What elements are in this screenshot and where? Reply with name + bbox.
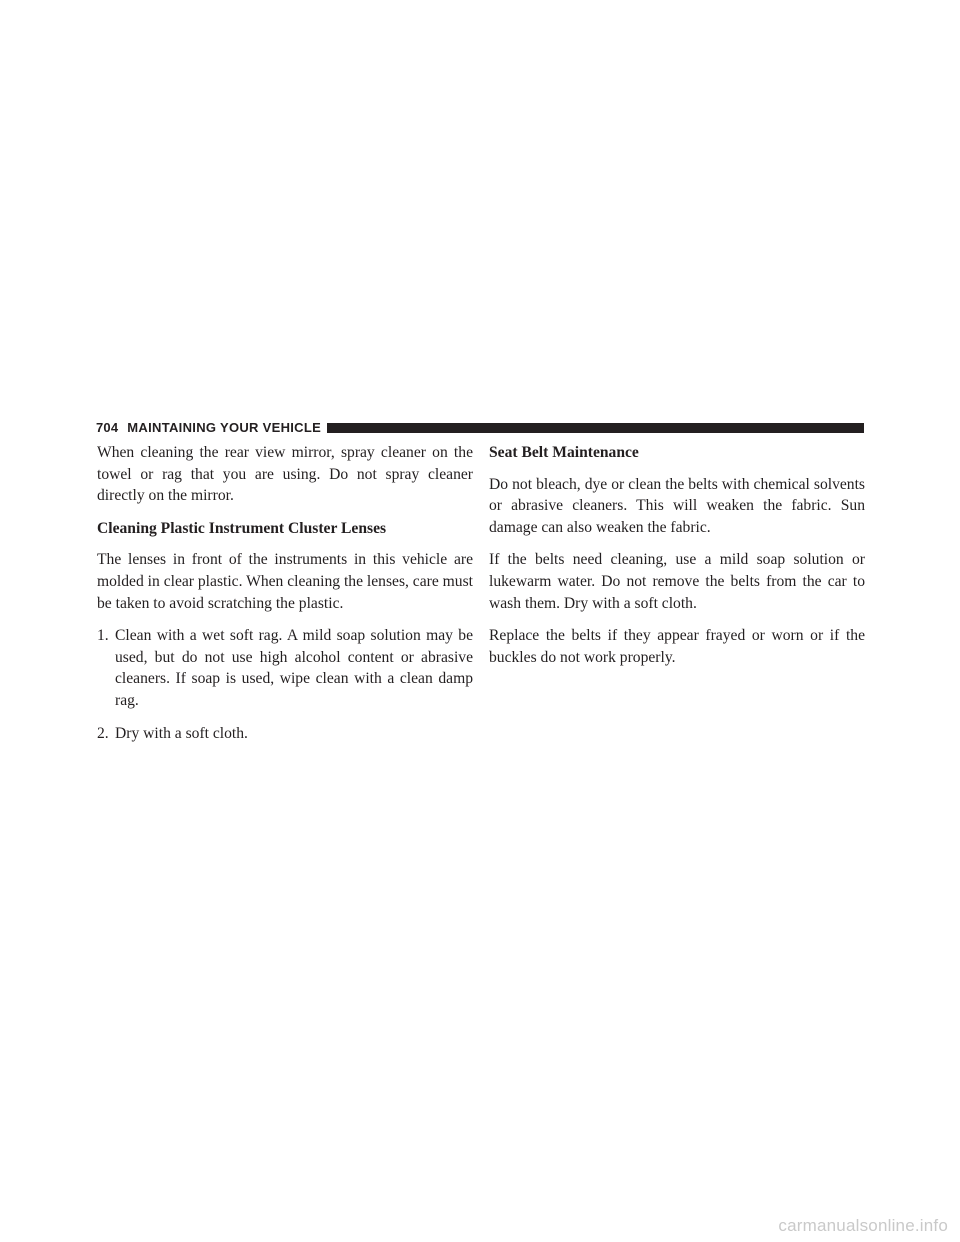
cluster-lenses-paragraph: The lenses in front of the instruments in this vehicle are molded in clear plastic. When cleaning the lenses, care must be taken to avoid scratching the plastic. — [97, 551, 473, 612]
list-item-text: Dry with a soft cloth. — [115, 724, 248, 742]
list-item-text: Clean with a wet soft rag. A mild soap solution may be used, but do not use high alcohol content or abrasive cleaners. If soap is used, wipe clean with a clean damp rag. — [115, 627, 473, 709]
list-item-number: 2. — [97, 724, 109, 742]
seat-belt-paragraph: Do not bleach, dye or clean the belts with chemical solvents or abrasive cleaners. This will weaken the fabric. Sun damage can also weaken the fabric. — [489, 475, 865, 536]
watermark: carmanualsonline.info — [778, 1216, 948, 1235]
list-item-number: 1. — [97, 627, 109, 645]
page-header — [96, 418, 864, 436]
seat-belt-paragraph: If the belts need cleaning, use a mild soap solution or lukewarm water. Do not remove the belts from the car to wash them. Dry with a soft cloth. — [489, 551, 865, 612]
seat-belt-heading: Seat Belt Maintenance — [489, 444, 639, 461]
section-title: MAINTAINING YOUR VEHICLE — [127, 419, 322, 435]
right-column — [489, 442, 865, 679]
list-item — [97, 625, 473, 711]
header-rule — [327, 423, 864, 433]
left-column — [97, 442, 473, 755]
page-number: 704 — [96, 419, 119, 435]
seat-belt-paragraph: Replace the belts if they appear frayed or worn or if the buckles do not work properly. — [489, 627, 865, 666]
list-item — [97, 723, 473, 745]
cluster-lenses-heading: Cleaning Plastic Instrument Cluster Lenses — [97, 519, 387, 537]
mirror-cleaning-paragraph: When cleaning the rear view mirror, spray cleaner on the towel or rag that you are using. Do not spray cleaner directly on the mirror. — [97, 444, 473, 505]
